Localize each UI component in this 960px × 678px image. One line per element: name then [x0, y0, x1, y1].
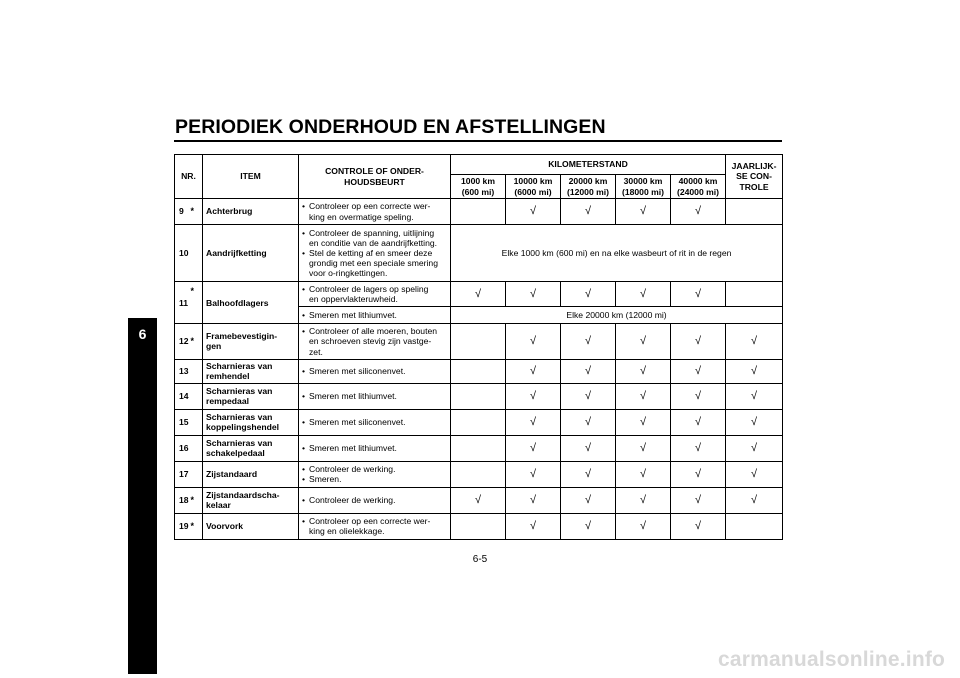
control-item: • Controleer op een correcte wer- king en olielekkage.	[302, 516, 447, 536]
header-km-col	[561, 175, 616, 199]
check-cell: √	[506, 383, 561, 409]
row-star	[191, 409, 203, 435]
check-cell: √	[561, 487, 616, 513]
row-item: Achterbrug	[203, 199, 299, 225]
row-number: 18	[175, 487, 191, 513]
table-row	[175, 435, 783, 461]
row-number: 10	[175, 225, 191, 282]
check-cell: √	[561, 359, 616, 383]
chapter-tab	[128, 318, 157, 674]
control-item: • Controleer of alle moeren, bouten en schroeven stevig zijn vastge- zet.	[302, 326, 447, 356]
check-cell: √	[671, 383, 726, 409]
table-row	[175, 513, 783, 539]
row-control	[299, 461, 451, 487]
control-list	[302, 443, 447, 453]
check-cell: √	[506, 359, 561, 383]
header-km-col	[451, 175, 506, 199]
check-cell: √	[616, 435, 671, 461]
title-rule	[174, 140, 782, 142]
km-col-label: 30000 km	[623, 176, 663, 187]
check-cell: √	[561, 409, 616, 435]
check-cell: √	[451, 282, 506, 307]
row-star: *	[191, 513, 203, 539]
row-item: Framebevestigin- gen	[203, 324, 299, 359]
check-cell: √	[616, 461, 671, 487]
check-cell: √	[561, 324, 616, 359]
check-cell: √	[616, 324, 671, 359]
control-list	[302, 366, 447, 376]
control-list	[302, 516, 447, 536]
row-item: Voorvork	[203, 513, 299, 539]
row-number: 15	[175, 409, 191, 435]
check-cell: √	[561, 282, 616, 307]
mi-col-label: (24000 mi)	[676, 186, 720, 197]
check-cell: √	[506, 513, 561, 539]
row-star: *	[191, 199, 203, 225]
check-cell: √	[506, 435, 561, 461]
check-cell	[451, 513, 506, 539]
check-cell: √	[616, 199, 671, 225]
row-number: 13	[175, 359, 191, 383]
row-control	[299, 324, 451, 359]
row-item: Scharnieras van koppelingshendel	[203, 409, 299, 435]
row-control	[299, 487, 451, 513]
watermark: carmanualsonline.info	[718, 648, 946, 671]
km-col-label: 40000 km	[678, 176, 718, 187]
check-cell: √	[726, 487, 783, 513]
check-cell	[726, 282, 783, 307]
check-cell: √	[671, 409, 726, 435]
check-cell: √	[616, 282, 671, 307]
check-cell: √	[616, 383, 671, 409]
check-cell: √	[506, 282, 561, 307]
row-control	[299, 225, 451, 282]
check-cell: √	[561, 435, 616, 461]
check-cell	[451, 435, 506, 461]
row-number: 14	[175, 383, 191, 409]
check-cell: √	[506, 409, 561, 435]
control-list	[302, 326, 447, 356]
row-star: *	[191, 487, 203, 513]
row-item: Scharnieras van schakelpedaal	[203, 435, 299, 461]
control-item: • Controleer de werking.	[302, 495, 447, 505]
control-list	[302, 417, 447, 427]
table-row	[175, 199, 783, 225]
row-star	[191, 461, 203, 487]
mi-col-label: (12000 mi)	[566, 186, 610, 197]
row-item: Zijstandaard	[203, 461, 299, 487]
row-item: Balhoofdlagers	[203, 282, 299, 324]
header-control: CONTROLE OF ONDER- HOUDSBEURT	[299, 155, 451, 199]
check-cell: √	[451, 487, 506, 513]
table-row	[175, 282, 783, 307]
check-cell: √	[616, 487, 671, 513]
row-item: Scharnieras van remhendel	[203, 359, 299, 383]
row-control	[299, 307, 451, 324]
row-control	[299, 199, 451, 225]
row-number: 19	[175, 513, 191, 539]
km-col-label: 1000 km	[461, 176, 495, 187]
check-cell: √	[561, 513, 616, 539]
check-cell	[451, 383, 506, 409]
check-cell: √	[726, 324, 783, 359]
check-cell: √	[726, 383, 783, 409]
check-cell	[451, 324, 506, 359]
row-item: Scharnieras van rempedaal	[203, 383, 299, 409]
header-annual: JAARLIJK- SE CON- TROLE	[726, 155, 783, 199]
row-number: 9	[175, 199, 191, 225]
row-star: *	[191, 282, 203, 324]
row-item: Zijstandaardscha- kelaar	[203, 487, 299, 513]
check-cell: √	[671, 359, 726, 383]
check-cell: √	[561, 383, 616, 409]
row-control	[299, 513, 451, 539]
control-list	[302, 284, 447, 304]
control-list	[302, 228, 447, 279]
control-item: • Smeren.	[302, 474, 447, 484]
row-control	[299, 359, 451, 383]
table-body	[175, 199, 783, 540]
control-item: • Smeren met lithiumvet.	[302, 310, 447, 320]
check-cell: √	[506, 461, 561, 487]
check-cell: √	[671, 199, 726, 225]
table-row	[175, 225, 783, 282]
check-cell: √	[671, 461, 726, 487]
control-item: • Smeren met lithiumvet.	[302, 443, 447, 453]
row-star	[191, 359, 203, 383]
control-list	[302, 464, 447, 484]
check-cell: √	[671, 282, 726, 307]
page-title: PERIODIEK ONDERHOUD EN AFSTELLINGEN	[175, 116, 606, 138]
table-row	[175, 359, 783, 383]
check-cell: √	[506, 324, 561, 359]
row-number: 16	[175, 435, 191, 461]
table-row	[175, 487, 783, 513]
table-row	[175, 383, 783, 409]
check-cell: √	[616, 409, 671, 435]
control-item: • Smeren met lithiumvet.	[302, 391, 447, 401]
table-row	[175, 461, 783, 487]
header-km-col	[671, 175, 726, 199]
row-star	[191, 435, 203, 461]
interval-note: Elke 20000 km (12000 mi)	[451, 307, 783, 324]
check-cell: √	[726, 409, 783, 435]
check-cell	[726, 199, 783, 225]
header-km-col	[506, 175, 561, 199]
control-item: • Controleer de spanning, uitlijning en conditie van de aandrijfketting.	[302, 228, 447, 248]
row-control	[299, 409, 451, 435]
control-item: • Smeren met siliconenvet.	[302, 366, 447, 376]
row-number: 17	[175, 461, 191, 487]
control-item: • Controleer de werking.	[302, 464, 447, 474]
check-cell	[726, 513, 783, 539]
row-control	[299, 383, 451, 409]
check-cell: √	[561, 199, 616, 225]
mi-col-label: (18000 mi)	[621, 186, 665, 197]
control-item: • Controleer op een correcte wer- king en overmatige speling.	[302, 201, 447, 221]
row-control	[299, 282, 451, 307]
maintenance-table	[174, 154, 783, 540]
check-cell	[451, 461, 506, 487]
check-cell	[451, 359, 506, 383]
control-item: • Controleer de lagers op speling en oppervlakteruwheid.	[302, 284, 447, 304]
row-star	[191, 383, 203, 409]
page-number: 6-5	[472, 554, 488, 565]
control-list	[302, 495, 447, 505]
check-cell	[451, 409, 506, 435]
mi-col-label: (6000 mi)	[514, 186, 552, 197]
check-cell: √	[726, 359, 783, 383]
check-cell: √	[616, 359, 671, 383]
check-cell: √	[726, 435, 783, 461]
check-cell: √	[671, 435, 726, 461]
check-cell: √	[671, 487, 726, 513]
check-cell: √	[671, 324, 726, 359]
km-col-label: 10000 km	[513, 176, 553, 187]
chapter-tab-number: 6	[138, 326, 147, 342]
km-col-label: 20000 km	[568, 176, 608, 187]
row-number: 11	[175, 282, 191, 324]
check-cell: √	[616, 513, 671, 539]
interval-note: Elke 1000 km (600 mi) en na elke wasbeurt of rit in de regen	[451, 225, 783, 282]
row-control	[299, 435, 451, 461]
header-item: ITEM	[203, 155, 299, 199]
control-item: • Stel de ketting af en smeer deze grondig met een speciale smering voor o-ringkettingen.	[302, 248, 447, 278]
header-km-col	[616, 175, 671, 199]
control-list	[302, 201, 447, 221]
check-cell: √	[671, 513, 726, 539]
row-star: *	[191, 324, 203, 359]
mi-col-label: (600 mi)	[461, 186, 495, 197]
check-cell: √	[506, 487, 561, 513]
row-star	[191, 225, 203, 282]
row-item: Aandrijfketting	[203, 225, 299, 282]
table-row	[175, 324, 783, 359]
row-number: 12	[175, 324, 191, 359]
check-cell: √	[726, 461, 783, 487]
header-nr: NR.	[175, 155, 203, 199]
header-km: KILOMETERSTAND	[451, 155, 726, 175]
control-item: • Smeren met siliconenvet.	[302, 417, 447, 427]
check-cell	[451, 199, 506, 225]
check-cell: √	[506, 199, 561, 225]
control-list	[302, 310, 447, 320]
check-cell: √	[561, 461, 616, 487]
table-row	[175, 409, 783, 435]
control-list	[302, 391, 447, 401]
